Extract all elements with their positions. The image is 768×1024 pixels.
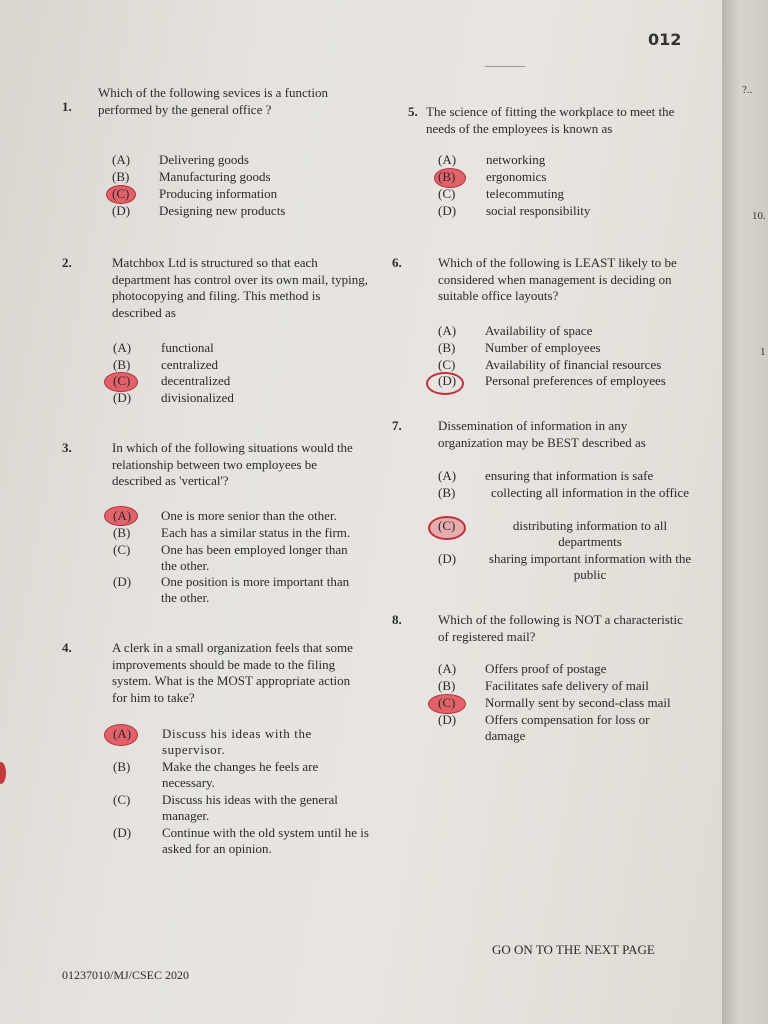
option-letter: (A)	[113, 508, 132, 523]
question-stem: Matchbox Ltd is structured so that each department has control over its own mail, typing, photocopying and filing. This method is described as	[112, 255, 368, 320]
option-text: One has been employed longer than the other.	[161, 542, 348, 573]
option-text: networking	[486, 152, 546, 167]
option-text: Continue with the old system until he is asked for an opinion.	[162, 825, 369, 856]
option-text: social responsibility	[486, 203, 591, 218]
option-letter: (A)	[438, 152, 457, 167]
option-letter: (A)	[112, 152, 131, 167]
option-letter: (C)	[113, 542, 131, 557]
option-text: Delivering goods	[159, 152, 249, 167]
option-letter: (D)	[113, 390, 132, 405]
option-text: telecommuting	[486, 186, 564, 201]
question-2	[62, 255, 372, 325]
option-text: centralized	[161, 357, 219, 372]
next-page-edge	[722, 0, 768, 1024]
option-letter: (B)	[112, 169, 130, 184]
pen-scribble	[485, 66, 525, 67]
question-7	[392, 418, 698, 458]
page-number: 012	[648, 30, 682, 49]
question-5	[408, 104, 708, 144]
option-text: Discuss his ideas with the supervisor.	[162, 726, 312, 757]
option-text: divisionalized	[161, 390, 234, 405]
option-letter: (D)	[113, 825, 132, 840]
option-letter: (D)	[438, 373, 457, 388]
edge-mark: 10.	[752, 210, 766, 222]
option-letter: (D)	[113, 574, 132, 589]
option-letter: (C)	[113, 373, 131, 388]
question-number: 2.	[62, 255, 72, 270]
option-text: Make the changes he feels are necessary.	[162, 759, 319, 790]
option-text: Manufacturing goods	[159, 169, 271, 184]
option-letter: (B)	[438, 678, 456, 693]
option-text: Producing information	[159, 186, 278, 201]
option-text: ensuring that information is safe	[485, 468, 654, 483]
question-number: 4.	[62, 640, 72, 655]
edge-mark: ?..	[742, 84, 753, 96]
option-text: ergonomics	[486, 169, 547, 184]
option-letter: (C)	[438, 357, 456, 372]
option-letter: (D)	[438, 551, 457, 566]
option-letter: (B)	[113, 759, 131, 774]
question-stem: The science of fitting the workplace to meet the needs of the employees is known as	[426, 104, 675, 136]
option-text: Offers compensation for loss or damage	[485, 712, 650, 743]
option-text: Number of employees	[485, 340, 601, 355]
option-text: Each has a similar status in the firm.	[161, 525, 351, 540]
option-letter: (B)	[113, 525, 131, 540]
option-letter: (A)	[113, 726, 132, 741]
option-text: One is more senior than the other.	[161, 508, 337, 523]
option-text: functional	[161, 340, 214, 355]
question-number: 7.	[392, 418, 402, 433]
option-letter: (C)	[113, 792, 131, 807]
question-3	[62, 440, 372, 495]
question-stem: Which of the following is NOT a characteristic of registered mail?	[438, 612, 683, 644]
option-text: decentralized	[161, 373, 231, 388]
question-stem: Which of the following is LEAST likely to be considered when management is deciding on suitable office layouts?	[438, 255, 677, 303]
next-page-note: GO ON TO THE NEXT PAGE	[492, 942, 655, 957]
question-stem: Dissemination of information in any organization may be BEST described as	[438, 418, 646, 450]
option-text: One position is more important than the other.	[161, 574, 350, 605]
option-text: Availability of financial resources	[485, 357, 662, 372]
option-text: Availability of space	[485, 323, 593, 338]
question-stem: In which of the following situations would the relationship between two employees be described as 'vertical'?	[112, 440, 353, 488]
option-letter: (C)	[438, 186, 456, 201]
question-number: 8.	[392, 612, 402, 627]
paper-code: 01237010/MJ/CSEC 2020	[62, 968, 190, 982]
option-letter: (D)	[438, 203, 457, 218]
option-letter: (C)	[438, 518, 456, 533]
question-number: 5.	[408, 104, 418, 119]
option-letter: (B)	[113, 357, 131, 372]
question-number: 6.	[392, 255, 402, 270]
option-letter: (B)	[438, 169, 456, 184]
option-text: Personal preferences of employees	[485, 373, 666, 388]
option-text: Normally sent by second-class mail	[485, 695, 671, 710]
option-letter: (A)	[438, 468, 457, 483]
red-stain	[0, 762, 6, 784]
question-stem: A clerk in a small organization feels that some improvements should be made to the filing system. What is the MOST appropriate action for him to take?	[112, 640, 353, 705]
question-stem: Which of the following sevices is a function performed by the general office ?	[98, 85, 328, 117]
option-text: distributing information to all departments	[512, 518, 668, 549]
question-8	[392, 612, 698, 652]
question-number: 3.	[62, 440, 72, 455]
question-4	[62, 640, 372, 710]
option-letter: (B)	[438, 340, 456, 355]
option-text: Offers proof of postage	[485, 661, 607, 676]
edge-mark: 1	[760, 346, 766, 358]
option-letter: (A)	[438, 661, 457, 676]
option-text: Facilitates safe delivery of mail	[485, 678, 649, 693]
option-letter: (D)	[438, 712, 457, 727]
option-letter: (C)	[112, 186, 130, 201]
option-text: Designing new products	[159, 203, 286, 218]
option-letter: (D)	[112, 203, 131, 218]
option-letter: (B)	[438, 485, 456, 500]
option-letter: (A)	[438, 323, 457, 338]
question-6	[392, 255, 698, 310]
option-text: sharing important information with the public	[488, 551, 692, 582]
option-letter: (C)	[438, 695, 456, 710]
option-text: Discuss his ideas with the general manager.	[162, 792, 338, 823]
option-text: collecting all information in the office	[491, 485, 689, 500]
question-number: 1.	[62, 99, 72, 114]
option-letter: (A)	[113, 340, 132, 355]
